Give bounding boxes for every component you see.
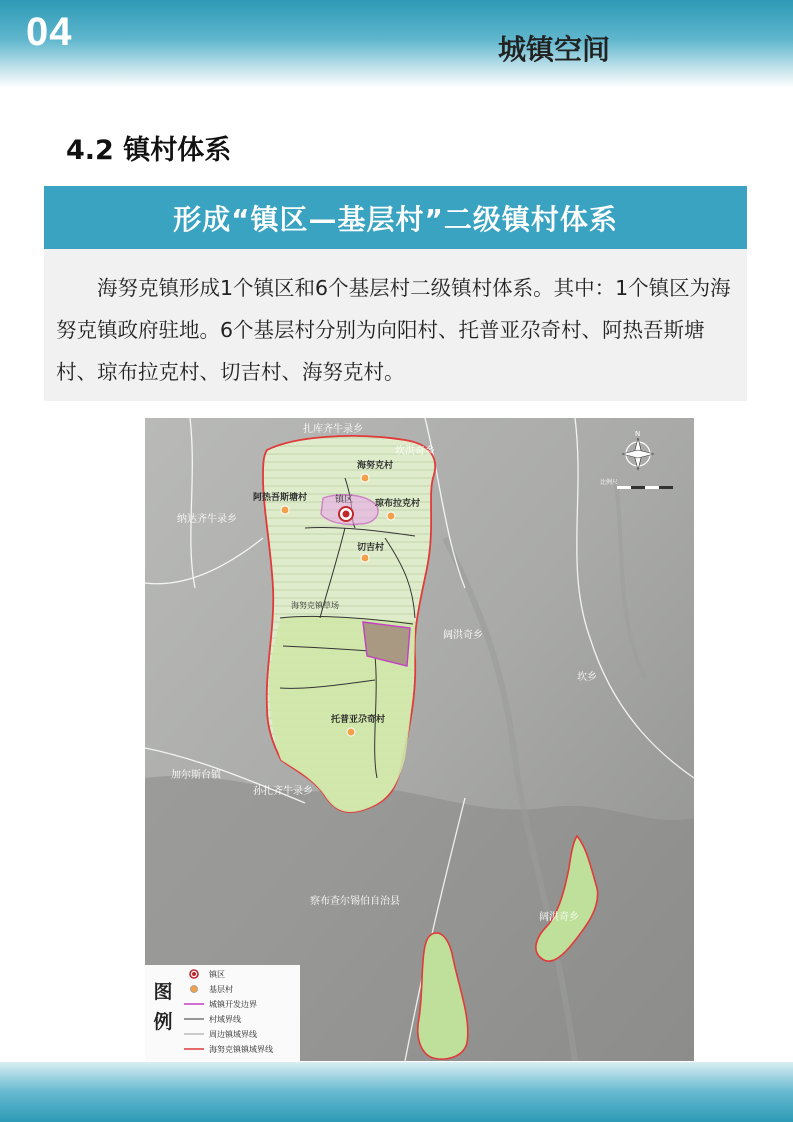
label-zhaku: 扎库齐牛录乡 — [303, 424, 363, 435]
header-bar — [0, 0, 793, 88]
label-sunzha: 孙扎齐牛录乡 — [253, 786, 313, 797]
legend-item-village — [183, 983, 233, 995]
legend-label: 村域界线 — [209, 1014, 241, 1024]
label-kan: 坎乡 — [577, 672, 597, 683]
label-qiongbulake-village: 琼布拉克村 — [375, 499, 421, 509]
label-town: 镇区 — [335, 495, 354, 505]
label-arewusitang-village: 阿热吾斯塘村 — [253, 493, 308, 503]
legend-label: 海努克镇镇域界线 — [209, 1044, 273, 1054]
village-marker-hainuke — [361, 474, 369, 482]
neighbor-line-icon — [183, 1029, 205, 1039]
scale-label: 比例尺 — [600, 479, 619, 486]
body-text-box — [44, 249, 747, 401]
village-dot-icon — [183, 984, 205, 994]
legend-label: 基层村 — [209, 984, 233, 994]
label-pasture: 海努克镇草场 — [291, 601, 339, 610]
label-kunhong-mid: 阔洪奇乡 — [443, 630, 483, 641]
label-hainuke-village: 海努克村 — [357, 461, 394, 471]
label-chabuchaer: 察布查尔锡伯自治县 — [310, 896, 400, 907]
legend-heading: 图 例 — [153, 981, 173, 1033]
dev-line-icon — [183, 999, 205, 1009]
legend-label: 周边镇域界线 — [209, 1029, 257, 1039]
village-line-icon — [183, 1014, 205, 1024]
label-qieji-village: 切吉村 — [357, 543, 385, 553]
legend-label: 城镇开发边界 — [209, 999, 257, 1009]
section-title: 4.2 镇村体系 — [66, 135, 232, 166]
section-banner — [44, 186, 747, 249]
scale-bar — [617, 486, 673, 489]
legend-item-neighbor-line — [183, 1028, 257, 1040]
legend-item-town — [183, 968, 225, 980]
footer-bar — [0, 1062, 793, 1122]
legend-item-dev-boundary — [183, 998, 257, 1010]
legend-item-village-line — [183, 1013, 241, 1025]
town-dot-icon — [183, 969, 205, 979]
banner-title: 形成“镇区—基层村”二级镇村体系 — [173, 202, 618, 236]
village-marker-arewusitang — [281, 506, 289, 514]
chapter-title: 城镇空间 — [498, 33, 611, 66]
label-tuopu-village: 托普亚尕奇村 — [331, 715, 386, 725]
map-legend — [145, 965, 300, 1061]
legend-item-town-boundary — [183, 1043, 273, 1055]
village-marker-qieji — [361, 554, 369, 562]
town-boundary-line-icon — [183, 1044, 205, 1054]
label-naida: 纳达齐牛录乡 — [177, 514, 237, 525]
village-marker-qiongbulake — [387, 512, 395, 520]
chapter-number: 04 — [26, 10, 73, 54]
label-jiaer: 加尔斯台镇 — [171, 770, 221, 781]
village-marker-tuopu — [347, 728, 355, 736]
label-kunhong-south: 阔洪奇乡 — [539, 912, 579, 923]
label-kunhong-north: 坎洪奇乡 — [395, 446, 435, 457]
body-paragraph: 海努克镇形成1个镇区和6个基层村二级镇村体系。其中：1个镇区为海努克镇政府驻地。6个基层村分别为向阳村、托普亚尕奇村、阿热吾斯塘村、琼布拉克村、切吉村、海努克村。 — [56, 276, 731, 384]
compass-north-label: N — [635, 430, 641, 438]
legend-label: 镇区 — [209, 969, 225, 979]
